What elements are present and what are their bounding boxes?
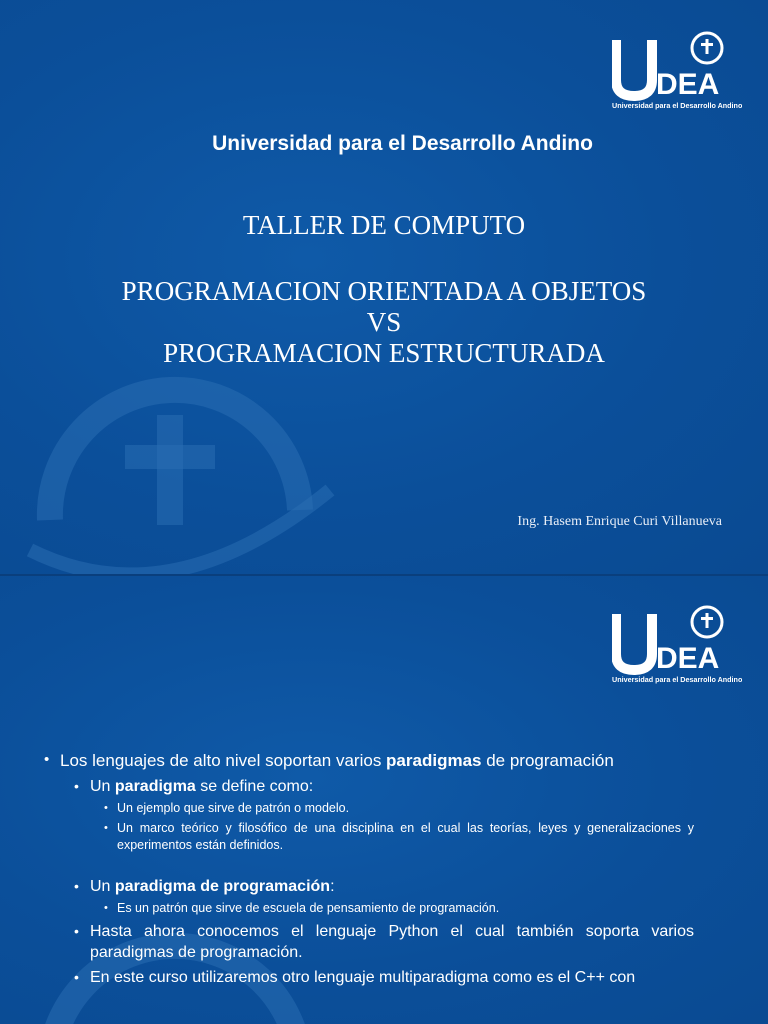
udea-logo <box>612 604 742 684</box>
title-line-3: PROGRAMACION ESTRUCTURADA <box>163 338 605 368</box>
bullet-list <box>44 750 694 988</box>
bullet-text: de programación <box>481 751 614 770</box>
bullet-level2 <box>44 776 694 797</box>
bullet-text: : <box>330 878 335 895</box>
author-name: Ing. Hasem Enrique Curi Villanueva <box>517 514 722 529</box>
svg-text:DEA: DEA <box>656 642 720 675</box>
svg-text:Universidad para el Desarrollo: Universidad para el Desarrollo Andino <box>612 101 742 110</box>
title-line-1: PROGRAMACION ORIENTADA A OBJETOS <box>121 276 647 306</box>
bullet-text: se define como: <box>195 778 314 795</box>
svg-text:Universidad para el Desarrollo: Universidad para el Desarrollo Andino <box>612 675 742 684</box>
bullet-level3: • Un ejemplo que sirve de patrón o modelo. <box>44 800 694 817</box>
bullet-level2: • En este curso utilizaremos otro lenguaje multiparadigma como es el C++ con <box>44 967 694 988</box>
svg-text:DEA: DEA <box>656 68 720 101</box>
title-line-2: VS <box>366 307 402 337</box>
bullet-level3: • Un marco teórico y filosófico de una disciplina en el cual las teorías, leyes y generalizaciones y experimentos están definidos. <box>44 820 694 854</box>
bullet-bold-term: paradigma <box>114 778 196 795</box>
content-slide <box>0 576 768 1024</box>
course-title: TALLER DE COMPUTO <box>242 210 526 240</box>
bullet-bold-term: paradigma de programación <box>114 878 331 895</box>
bullet-text: Un <box>90 878 115 895</box>
university-name: Universidad para el Desarrollo Andino <box>212 132 593 155</box>
bullet-bold-term: paradigmas <box>386 751 482 770</box>
bullet-level2 <box>44 876 694 897</box>
slide-title <box>0 276 768 369</box>
bullet-text: Los lenguajes de alto nivel soportan varios <box>60 751 387 770</box>
bullet-level3: • Es un patrón que sirve de escuela de pensamiento de programación. <box>44 900 694 917</box>
udea-logo <box>612 30 742 110</box>
bullet-text: Un <box>90 778 115 795</box>
bullet-level1 <box>44 750 694 772</box>
bullet-level2: • Hasta ahora conocemos el lenguaje Python el cual también soporta varios paradigmas de programación. <box>44 921 694 963</box>
